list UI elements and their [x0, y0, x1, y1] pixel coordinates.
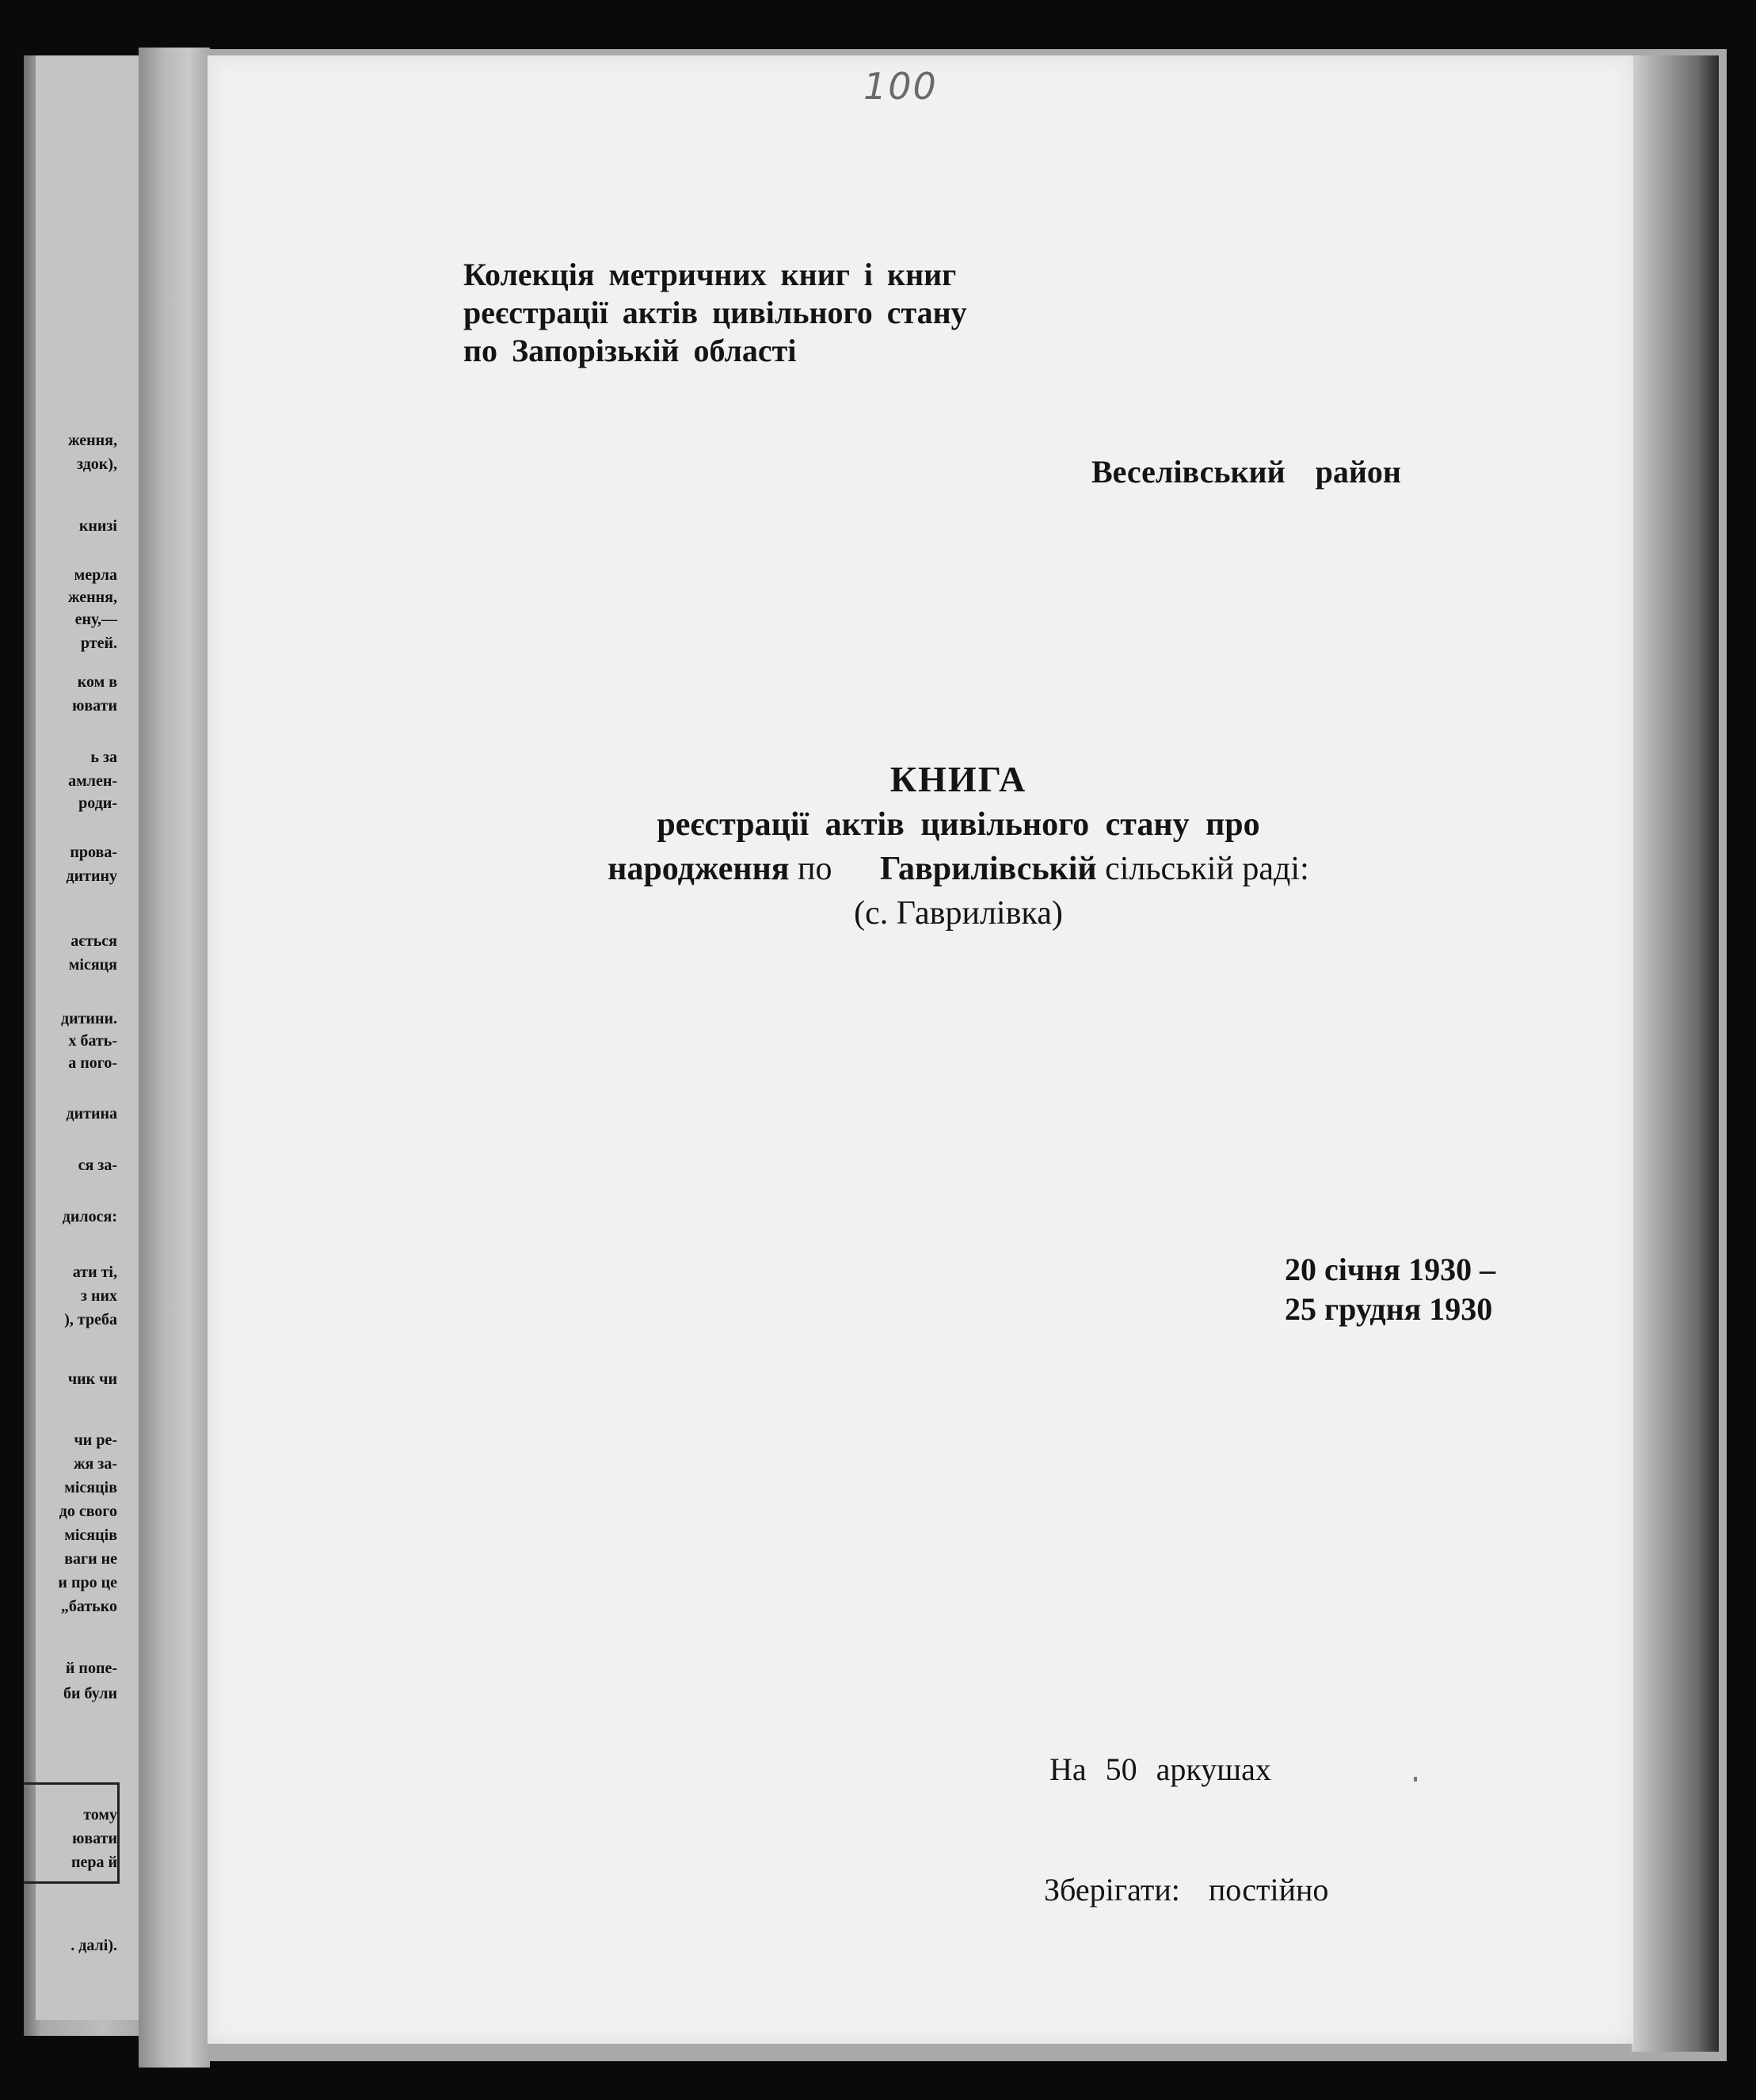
strip-fragment: місяців [64, 1479, 117, 1496]
strip-fragment: и про це [58, 1574, 117, 1591]
book-registry-line [444, 847, 1473, 891]
strip-frame [24, 1782, 120, 1884]
strip-fragment: ь за [90, 749, 117, 766]
strip-fragment: ваги не [64, 1550, 117, 1568]
paper-speck [1414, 1777, 1417, 1782]
strip-fragment: тому [83, 1806, 117, 1824]
strip-fragment: з них [80, 1287, 117, 1305]
collection-line: по Запорізькій області [463, 333, 797, 368]
strip-fragment: х бать- [68, 1032, 117, 1050]
retention-note: Зберігати: постійно [1044, 1872, 1329, 1908]
date-to: 25 грудня 1930 [1285, 1291, 1493, 1327]
strip-fragment: ження, [68, 589, 117, 606]
book-binding [139, 48, 210, 2068]
collection-line: реєстрації актів цивільного стану [463, 295, 967, 330]
strip-fragment: ену,— [74, 611, 117, 628]
strip-fragment: дитина [66, 1105, 117, 1122]
strip-fragment: місяця [68, 956, 117, 974]
strip-fragment: ся за- [78, 1157, 117, 1174]
strip-fragment: ювати [72, 697, 117, 715]
village-name: (с. Гаврилівка) [854, 895, 1063, 932]
collection-heading [463, 256, 967, 370]
strip-fragment: дитину [66, 867, 117, 885]
district-label: Веселівський район [1091, 454, 1401, 490]
strip-fragment: а пого- [68, 1054, 117, 1072]
registry-type: народження [608, 851, 790, 887]
strip-fragment: книзі [78, 517, 117, 535]
folio-number: 100 [863, 65, 938, 108]
strip-fragment: би були [63, 1685, 117, 1702]
strip-fragment: здок), [77, 455, 117, 473]
strip-fragment: мерла [74, 566, 117, 584]
council-type: сільській раді: [1105, 851, 1309, 887]
strip-fragment: ювати [72, 1830, 117, 1847]
collection-line: Колекція метричних книг і книг [463, 257, 957, 292]
strip-fragment: роди- [78, 795, 117, 812]
book-subtitle: реєстрації актів цивільного стану про [657, 806, 1260, 843]
council-name: Гаврилівській [880, 851, 1097, 887]
strip-fragment: й попе- [65, 1660, 117, 1677]
strip-fragment: чик чи [67, 1370, 117, 1388]
strip-fragment: жя за- [73, 1455, 117, 1473]
page-stack-edge [1632, 55, 1719, 2052]
strip-fragment: . далі). [70, 1937, 117, 1954]
strip-fragment: дитини. [60, 1010, 117, 1027]
book-title: КНИГА [889, 759, 1027, 799]
strip-fragment: чи ре- [74, 1431, 117, 1449]
strip-fragment: ), треба [64, 1311, 117, 1328]
book-title-block [444, 757, 1473, 936]
strip-fragment: пера й [70, 1854, 117, 1871]
strip-fragment: ком в [77, 673, 117, 691]
sheet-count: На 50 аркушах [1049, 1751, 1271, 1787]
strip-fragment: до свого [59, 1503, 117, 1520]
strip-fragment: місяців [64, 1526, 117, 1544]
strip-fragment: „батько [60, 1598, 117, 1615]
strip-fragment: прова- [70, 844, 117, 861]
strip-fragment: ати ті, [72, 1263, 117, 1281]
date-from: 20 січня 1930 – [1285, 1252, 1496, 1287]
date-range [1285, 1250, 1495, 1329]
strip-fragment: ртей. [80, 635, 117, 652]
strip-fragment: ження, [68, 432, 117, 449]
strip-fragment: амлен- [68, 772, 117, 790]
strip-fragment: дилося: [62, 1208, 117, 1225]
registry-preposition: по [798, 851, 832, 887]
strip-fragment: ається [70, 932, 117, 950]
